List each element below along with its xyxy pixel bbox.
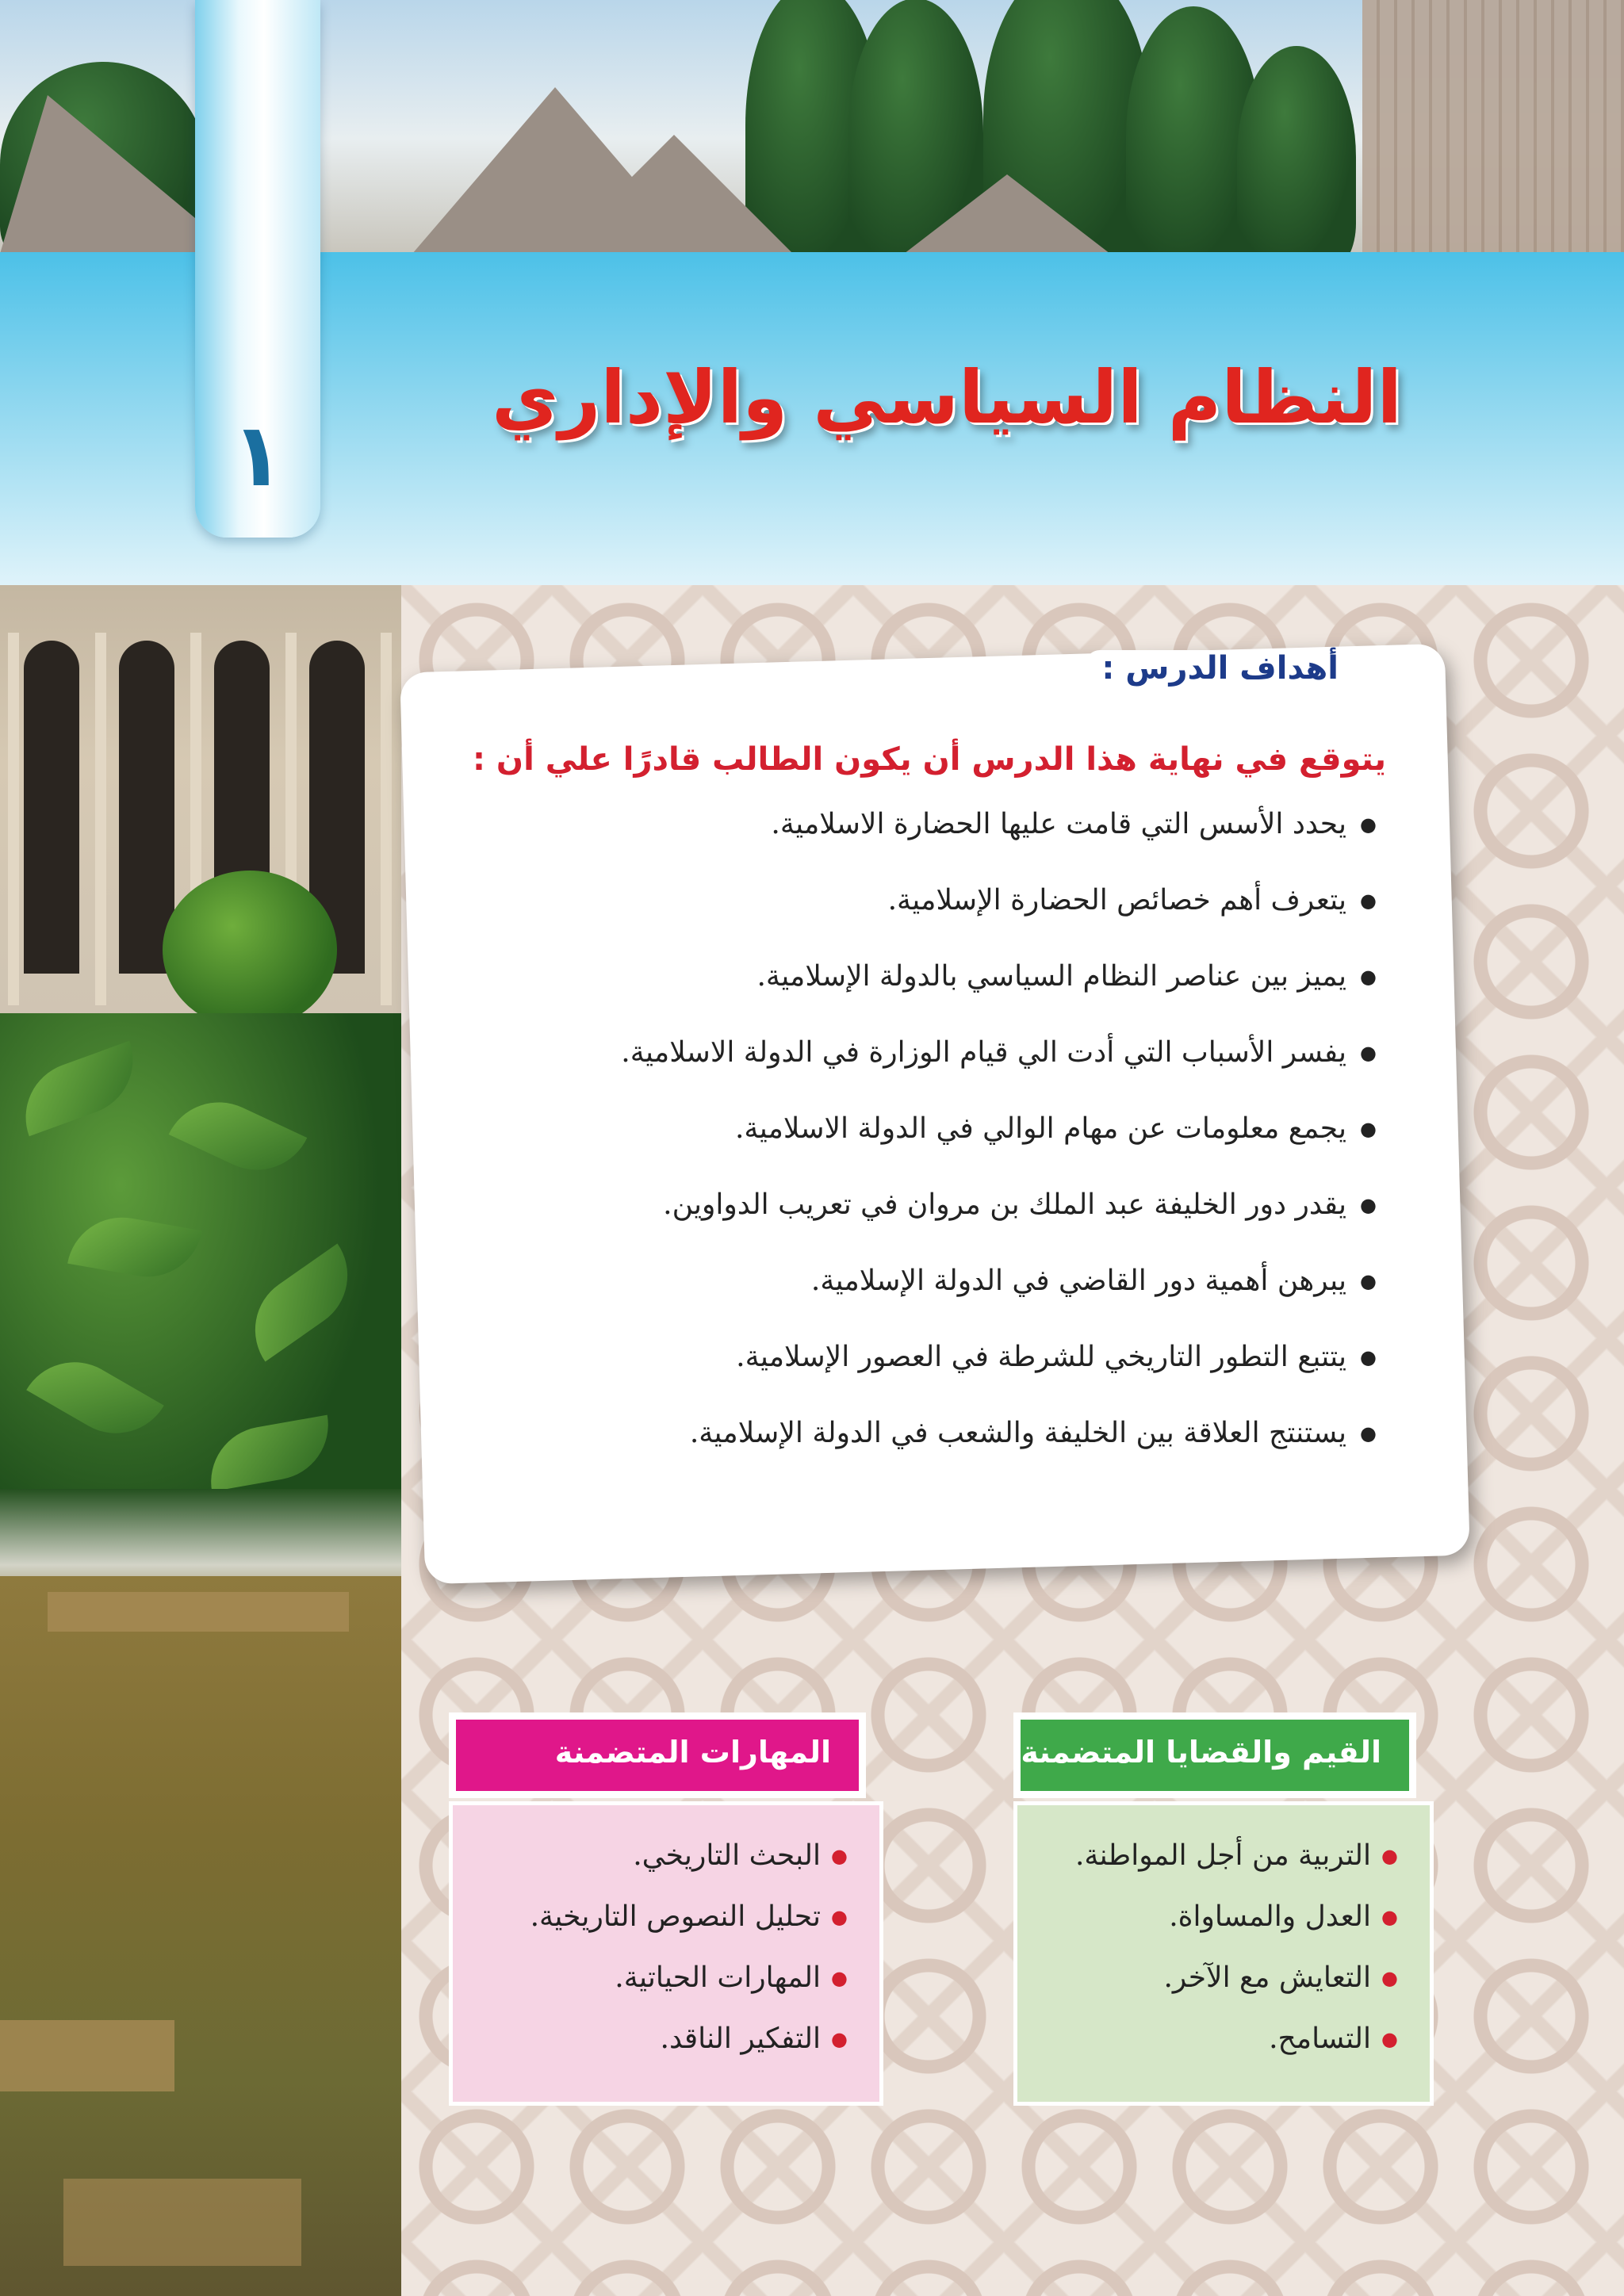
skill-item: ● البحث التاريخي. bbox=[469, 1832, 848, 1893]
objectives-intro: يتوقع في نهاية هذا الدرس أن يكون الطالب قادرًا علي أن : bbox=[473, 741, 1386, 778]
skill-item: ● التفكير الناقد. bbox=[469, 2015, 848, 2076]
garden-bush bbox=[163, 871, 337, 1029]
objectives-list bbox=[457, 801, 1377, 1486]
values-box-title: القيم والقضايا المتضمنة bbox=[1013, 1712, 1416, 1798]
objective-item: ● يقدر دور الخليفة عبد الملك بن مروان في تعريب الدواوين. bbox=[457, 1181, 1377, 1257]
objective-item: ● يميز بين عناصر النظام السياسي بالدولة الإسلامية. bbox=[457, 953, 1377, 1029]
objective-item: ● يجمع معلومات عن مهام الوالي في الدولة الاسلامية. bbox=[457, 1105, 1377, 1181]
objective-item: ● يتعرف أهم خصائص الحضارة الإسلامية. bbox=[457, 877, 1377, 953]
skill-item: ● المهارات الحياتية. bbox=[469, 1954, 848, 2015]
skills-box-list bbox=[449, 1801, 883, 2106]
skills-box-title: المهارات المتضمنة bbox=[449, 1712, 866, 1798]
lesson-title: النظام السياسي والإداري bbox=[492, 355, 1402, 440]
value-item: ● التسامح. bbox=[1033, 2015, 1398, 2076]
arcade-photo bbox=[0, 585, 401, 1029]
value-item: ● العدل والمساواة. bbox=[1033, 1893, 1398, 1954]
objective-item: ● يبرهن أهمية دور القاضي في الدولة الإسلامية. bbox=[457, 1257, 1377, 1334]
objective-item: ● يستنتج العلاقة بين الخليفة والشعب في الدولة الإسلامية. bbox=[457, 1410, 1377, 1486]
lesson-number: ١ bbox=[231, 404, 285, 506]
skill-item: ● تحليل النصوص التاريخية. bbox=[469, 1893, 848, 1954]
objective-item: ● يتتبع التطور التاريخي للشرطة في العصور الإسلامية. bbox=[457, 1334, 1377, 1410]
fortress-hill-photo bbox=[0, 1576, 401, 2296]
objective-item: ● يفسر الأسباب التي أدت الي قيام الوزارة في الدولة الاسلامية. bbox=[457, 1029, 1377, 1105]
side-photo-strip bbox=[0, 585, 401, 2296]
values-box-list bbox=[1013, 1801, 1434, 2106]
carved-stone-wall bbox=[1362, 0, 1624, 252]
objectives-heading: أهداف الدرس : bbox=[1086, 650, 1362, 691]
value-item: ● التربية من أجل المواطنة. bbox=[1033, 1832, 1398, 1893]
value-item: ● التعايش مع الآخر. bbox=[1033, 1954, 1398, 2015]
objective-item: ● يحدد الأسس التي قامت عليها الحضارة الاسلامية. bbox=[457, 801, 1377, 877]
